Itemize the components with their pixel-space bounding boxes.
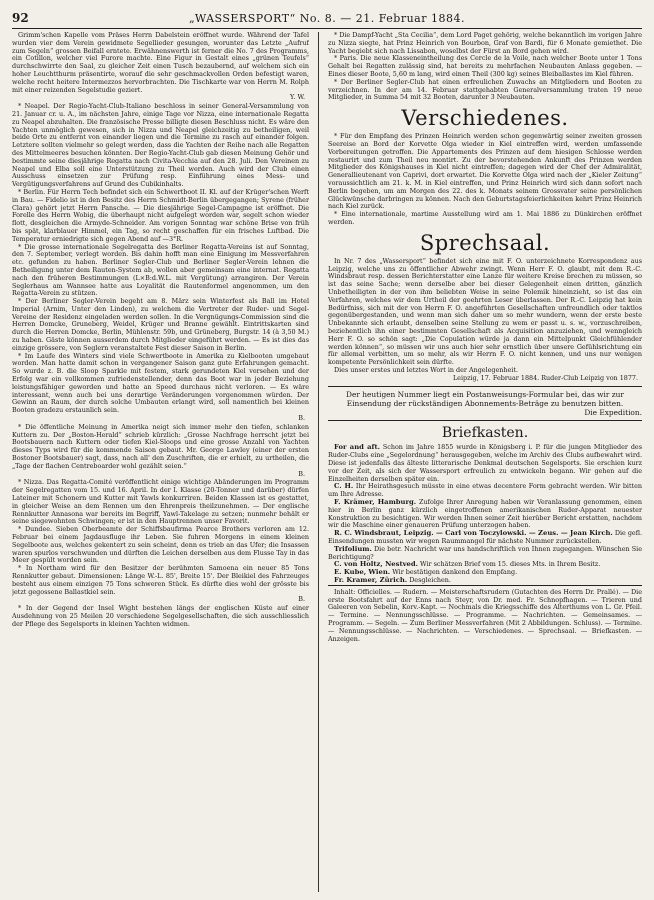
reply-text: Die gefl. Einsendungen mussten wir wegen Raummangel für nächste Nummer zurückstellen. bbox=[328, 529, 642, 546]
article-meinung-amerika: * Die öffentliche Meinung in Amerika neigt sich immer mehr den tiefen, schlanken Kuttern zu. Der „Boston-Herald“ schrieb kürzlich: „Grosse Nachfrage herrscht jetzt bei Bootsbauern nach Kuttern oder tiefen Kiel-Sloops und eine grosse Anzahl von Yachten dieses Typs wird für die kommende Saison gebaut. Mr. George Lawley (einer der ersten Bostoner Bootsbauer) sagt, dass, nach all' den Zuschriften, die er erhielt, zu urtheilen, die „Tage der flachen Centreboarder wohl gezählt seien.“ bbox=[12, 422, 309, 470]
signature: B. bbox=[298, 469, 305, 478]
article-prinz-heinrich: * Für den Empfang des Prinzen Heinrich werden schon gegenwärtig seiner zweiten grossen Seereise an Bord der Korvette Olga wieder in Kiel eintreffen wird, werden umfassende Vorbereitungen getroffen. Die Appartements des Prinzen auf dem hiesigen Schlosse werden restaurirt und zum Theil neu montirt. Zu der bevorstehenden Ankunft des Prinzen werden Mitglieder des Königshauses in Kiel nicht eintreffen; dagegen wird der Chef der Admiralität, Generallieutenant von Caprivi, dort erwartet. Die Korvette Olga wird nach der „Kieler Zeitung“ voraussichtlich am 21. k. M. in Kiel eintreffen, und Prinz Heinrich wird sich dann sofort nach Berlin begeben, um am Morgen des 22. des k. Monats seinem Grossvater seine persönlichen Glückwünsche darbringen zu können. Nach den Geburtstagsfeierlichkeiten kehrt Prinz Heinrich nach Kiel zurück. bbox=[328, 132, 642, 211]
running-header bbox=[12, 10, 642, 29]
article-grimm: Grimm'schen Kapelle vom Präses Herrn Dabelstein eröffnet wurde. Während der Tafel wurden vier dem Verein gewidmete Segellieder gesungen, worunter das Letzte „Aufruf zum Segeln“ grossen Beifall erntete. Erwähnenswerth ist ferner die No. 7 des Programms, ein Cotillon, welcher viel Furore machte. Eine Figur in Gestalt eines „grünen Teufels“ durchschwirrte den Saal, zu gleicher Zeit einen Tusch bezaubernd, auf welchem sich ein hoher Leuchtthurm präsentirte, worauf die sehr geschmackvollen Orden befestigt waren, welche recht heitere Intermezzos hervorbrachten. Die Tischkarte war von Herrn M. Rolph mit einer reizenden Segelstudie geziert. bbox=[12, 32, 309, 94]
reply-text: Wir bestätigen dankend den Empfang. bbox=[392, 568, 518, 577]
briefkasten-entry bbox=[328, 444, 642, 483]
reply-text: Wir schätzen Brief vom 15. dieses Mts. in Ihrem Besitz. bbox=[420, 560, 601, 569]
correspondent-name: Trifolium. bbox=[334, 544, 372, 553]
page-number: 92 bbox=[12, 11, 29, 25]
briefkasten-entry bbox=[328, 530, 642, 546]
reply-text: Zufolge Ihrer Anregung haben wir Veranlassung genommen, einen hier in Berlin ganz kürzlich eingetroffenen amerikanischen Ruder-Apparat neuester Konstruktion zu besichtigen. Wir werden Ihnen seiner Zeit hierüber Bericht erstatten, nachdem wir die Maschine einer genaueren Prüfung unterzogen haben. bbox=[328, 498, 642, 530]
article-regatta-verein: * Die grosse internationale Segelregatta des Berliner Regatta-Vereins ist auf Sonntag, den 7. September, verlegt worden. Bis dahin hofft man eine Einigung im Messverfahren etc. gefunden zu haben. Berliner Segler-Club und Berliner Segler-Verein lehnen die Betheiligung unter dem Rauten-System ab, wollen aber gemeinsam eine internat. Regatta nach den früheren Bestimmungen (L×B:d.W.L. mit Vergütung) arrangiren. Der Verein Seglerhaus am Wannsee hatte aus Loyalität die Rautenformel angenommen, um den Regatta-Verein zu stützen. bbox=[12, 242, 309, 298]
briefkasten-entry bbox=[328, 577, 642, 585]
left-column bbox=[12, 32, 309, 894]
reply-text: Schon im Jahre 1855 wurde in Königsberg i. P. für die jungen Mitglieder des Ruder-Clubs eine „Segelordnung“ herausgegeben, welche im Archiv des Clubs aufbewahrt wird. Diese ist jedenfalls das älteste litterarische Denkmal deutschen Segelsports. Sie erschien kurz vor der Zeit, als sich der Wassersport erfreulich zu entwickeln begann. Wir gehen auf die Einzelheiten derselben später ein. bbox=[328, 443, 642, 483]
running-title: „WASSERSPORT“ No. 8. — 21. Februar 1884. bbox=[189, 12, 465, 25]
article-schwertboote: * Im Laufe des Winters sind viele Schwertboote in Amerika zu Kielbooten umgebaut worden. Man hatte damit schon in vergangener Saison ganz gute Erfahrungen gemacht. So wurde z. B. die Sloop Sparkle mit festem, stark gerundeten Kiel versehen und der Erfolg war ein vollkommen zufriedenstellender, denn das Boot war in jeder Beziehung leistungsfähiger geworden und hatte an Speed durchaus nicht verloren. — Es wäre interessant, wenn auch bei uns derartige Veränderungen vorgenommen würden. Der Gewinn an Raum, der durch solche Umbauten erlangt wird, soll namentlich bei kleinen Booten gradezu erstaunlich sein. bbox=[12, 351, 309, 415]
signature: Y. W. bbox=[290, 93, 305, 102]
article-paris: * Paris. Die neue Klasseneintheilung des Cercle de la Voile, nach welcher Boote unter 1 Tons Gehalt bei Regatten zulässig sind, hat bereits zu mehrfachen Neubauten Anlass gegeben. — Eines dieser Boote, 5,60 m lang, wird einen Theil (300 kg) seines Bleiballastes im Kiel führen. bbox=[328, 54, 642, 78]
reply-text: Die betr. Nachricht war uns handschriftlich von Ihnen zugegangen. Wünschen Sie Berichtigung? bbox=[328, 544, 642, 561]
sprechsaal-letter: In Nr. 7 des „Wassersport“ befindet sich eine mit F. O. unterzeichnete Korrespondenz aus Leipzig, welche uns zu öffentlicher Abwehr zwingt. Wenn Herr F. O. glaubt, mit dem R.-C. Windsbraut resp. dessen Berichterstatter eine Lanze für weitere Kreise brechen zu müssen, so ist das seine Sache; wenn derselbe aber bei dieser Gelegenheit einen dritten, gänzlich Unbetheiligten in der von ihm beliebten Weise in seine Polemik hineinzieht, so ist das ein Verfahren, welches wir dem Urtheil der geehrten Leser überlassen. Der R.-C. Leipzig hat kein Bedürfniss, sich mit der von Herrn F. O. angeführten Gesellschaften unfreundlich oder taktlos gegenübergestanden, und wenn man sich daher um so mehr wundern, wenn der erste beste Unbekannte sich erlaubt, denselben seine Stellung zu wem er passt u. s. w., vorzuschreiben, beziehentlich ihn einer bestimmten Gesellschaft als Acquisition anzuziehen, und wenngleich Herr F. O. so schön sagt: „Die Copulation würde ja dann ein Mittelpunkt Gleichfühlender werden können“, so müssen wir uns auch hier sehr ernstlich über unsere Gefühlsrichtung ein für allemal verbitten, um so mehr, als wir Herrn F. O. nicht kennen, und uns nur wenigen kompetente Persönlichkeit sein dürfte. bbox=[328, 256, 642, 367]
subscription-notice bbox=[328, 386, 642, 421]
notice-signature: Die Expedition. bbox=[584, 408, 642, 418]
correspondent-name: For and aft. bbox=[334, 443, 380, 452]
column-rule bbox=[318, 32, 319, 892]
reply-text: Desgleichen. bbox=[409, 576, 451, 585]
briefkasten-list bbox=[328, 444, 642, 584]
article-dundee: * Dundee. Sieben Oberbeamte der Schiffsbaufirma Pearce Brothers verloren am 12. Februar bei einem Jagdausfluge ihr Leben. Sie fuhren Morgens in einem kleinen Segelboote aus, welches gekentert zu sein scheint, denn es trieb an das Ufer; die Insassen waren spurlos verschwunden und dürften die Leichen derselben aus dem Flusse Tay in das Meer gespült worden sein. bbox=[12, 525, 309, 565]
briefkasten-entry bbox=[328, 483, 642, 499]
correspondent-name: F. Krämer, Hamburg. bbox=[334, 498, 417, 507]
correspondent-name: C. H. bbox=[334, 482, 354, 491]
article-wight: * In der Gegend der Insel Wight bestehen längs der englischen Küste auf einer Ausdehnung von 25 Meilen 20 verschiedene Segelgesellschaften, die sich ausschliesslich der Pflege des Segelsports in kleinen Yachten widmen. bbox=[12, 604, 309, 628]
article-berlin: * Berlin. Für Herrn Tech befindet sich ein Schwertboot II. Kl. auf der Krüger'schen Werft in Bau. — Fidelio ist in den Besitz des Herrn Schmidt-Berlin übergegangen; Syrene (früher Clara) gehört jetzt Herrn Pansche. — Die diesjährige Segel-Campagne ist eröffnet. Die Forelle des Herrn Wobig, die überhaupt nicht aufgelegt worden war, segelt schon wieder flott, desgleichen die Armyde-Schneider. Am vorigen Sonntag war schöne Brise von früh bis spät, klarblauer Himmel, ein Tag, so recht geschaffen für ein frisches Luftbad. Die Temperatur erniedrigte sich gegen Abend auf —3°R. bbox=[12, 187, 309, 243]
article-neapel: * Neapel. Der Regio-Yacht-Club-Italiano beschloss in seiner General-Versammlung von 21. Januar cr. u. A., im nächsten Jahre, einige Tage vor Nizza, eine internationale Regatta zu Neapel abzuhalten. Die französische Presse billigte diesen Beschluss nicht. Es wäre den Yachten unmöglich gewesen, sich in Nizza und Neapel gleichzeitig zu betheiligen, weil beide Orte zu entfernt von einander liegen und die Termine zu rasch auf einander folgen. Letztere sollten vielmehr so gelegt werden, dass die Yachten der Reihe nach alle Regatten des Mittelmeeres besuchen könnten. Der Regio-Yacht-Club gab diesen Meinung Gehör und bestimmte seine diesjährige Regatta nach Civita-Vecchia auf den 28. Juli. Den Vereinen zu Neapel und Elba soll eine Unterstützung zu Theil werden. Auch wird der Club einen Ausschuss einsetzen zur Prüfung resp. Einführung eines Mess- und Vergütigungsverfahrens auf Grund des Cubikinhalts. bbox=[12, 102, 309, 189]
sprechsaal-signature: Leipzig, 17. Februar 1884. Ruder-Club Leipzig von 1877. bbox=[452, 373, 638, 382]
correspondent-name: R. C. Windsbraut, Leipzig. — Carl von Toczylowski. — Zeus. — Jean Kirch. bbox=[334, 529, 613, 538]
sprechsaal-closing: Dies unser erstes und letztes Wort in der Angelegenheit. bbox=[334, 365, 518, 374]
section-heading-sprechsaal: Sprechsaal. bbox=[419, 230, 551, 255]
article-sta-cecilia: * Die Dampf-Yacht „Sta Cecilia“, dem Lord Paget gehörig, welche bekanntlich im vorigen Jahre zu Nizza siegte, hat Prinz Heinrich von Bourbon, Graf von Bardi, für 6 Monate gemiethet. Die Yacht begiebt sich nach Lissabon, woselbst der Fürst an Bord gehen wird. bbox=[328, 32, 642, 55]
section-heading-briefkasten: Briefkasten. bbox=[441, 425, 529, 442]
correspondent-name: C. von Holtz, Nestved. bbox=[334, 560, 418, 569]
briefkasten-entry bbox=[328, 546, 642, 562]
correspondent-name: Fr. Kramer, Zürich. bbox=[334, 576, 408, 585]
signature: B. bbox=[298, 414, 305, 423]
article-nizza: * Nizza. Das Regatta-Comité veröffentlicht einige wichtige Abänderungen im Programm der Segelregatten vom 15. und 16. April. In der I. Klasse (20-Tonner und darüber) dürfen Lateiner mit Schonern und Kutter mit Yawls konkurriren. Beiden Klassen ist es gestattet, in gleicher Weise an dem Rennen um den Ehrenpreis theilzunehmen. — Der englische Rennkutter Annasona war bereits im Begriff, Yawl-Takelage zu setzen; nunmehr behält er seine siegewohnten Schwingen; er ist in den Hauptrennen unser Favorit. bbox=[12, 478, 309, 526]
signature: B. bbox=[298, 595, 305, 604]
table-of-contents: Inhalt: Officielles. — Rudern. — Meisterschaftsrudern (Gutachten des Herrn Dr. Prallé). — Die erste Bootsfahrt auf der Enns nach Steyr, von Dr. med. Fr. Schnopfhagen. — Trieren und Galeeren von Sebelin, Korv.-Kapt. — Nochmals die Kriegsschiffe des Alterthums von L. Gr. Pfeil. — Termine. — Nennungsschlüsse. — Programme. — Nachrichten. — Gemeinsames. — Programm. — Segeln. — Zum Berliner Messverfahren (Mit 2 Abbildungen. Schluss). — Termine. — Nennungsschlüsse. — Nachrichten. — Verschiedenes. — Sprechsaal. — Briefkasten. — Anzeigen. bbox=[328, 585, 642, 644]
notice-text: Der heutigen Nummer liegt ein Postanweisungs-Formular bei, das wir zur Einsendung der rückständigen Abonnements-Beträge zu benutzen bitten. bbox=[346, 390, 624, 409]
right-column bbox=[328, 32, 642, 894]
article-segler-verein: * Der Berliner Segler-Verein begeht am 8. März sein Winterfest als Ball im Hotel Imperial (Arnim, Unter den Linden), zu welchem die Vertreter der Ruder- und Segel-Vereine der Residenz eingeladen werden sollen. In die Vergnügungs-Commission sind die Herren Domcke, Gruneberg, Weidel, Krüger und Branne gewählt. Eintrittskarten sind durch die Herren Domcke, Berlin, Mühlenstr. 59b, und Grüneberg, Burgstr. 14 (à 3,50 M.) zu haben. Gäste können ausserdem durch Mitglieder eingeführt werden. — Es ist dies das einzige grössere, von Seglern veranstaltete Fest dieser Saison in Berlin. bbox=[12, 297, 309, 352]
correspondent-name: E. Kube, Wien. bbox=[334, 568, 391, 577]
article-ausstellung: * Eine internationale, martime Ausstellung wird am 1. Mai 1886 zu Dünkirchen eröffnet werden. bbox=[328, 210, 642, 226]
briefkasten-entry bbox=[328, 499, 642, 530]
article-segler-club: * Der Berliner Segler-Club hat einen erfreulichen Zuwachs an Mitgliedern und Booten zu verzeichnen. In der am 14. Februar stattgehabten Generalversammlung traten 19 neue Mitglieder, in Summa 54 mit 32 Booten, darunter 3 Neubauten. bbox=[328, 77, 642, 102]
reply-text: Ihr Heirathsgesuch müsste in eine etwas decentere Form gebracht werden. Wir bitten um Ihre Adresse. bbox=[328, 482, 642, 499]
article-northam: * In Northam wird für den Besitzer der berühmten Samoena ein neuer 85 Tons Rennkutter gebaut. Dimensionen: Länge W.-L. 85', Breite 15'. Der Bleikiel des Fahrzeuges besteht aus einem einzigen 75 Tons schweren Stück. Es dürfte dies wohl der grösste bis jetzt gegossene Ballastkiel sein. bbox=[12, 564, 309, 596]
section-heading-verschiedenes: Verschiedenes. bbox=[401, 106, 569, 131]
